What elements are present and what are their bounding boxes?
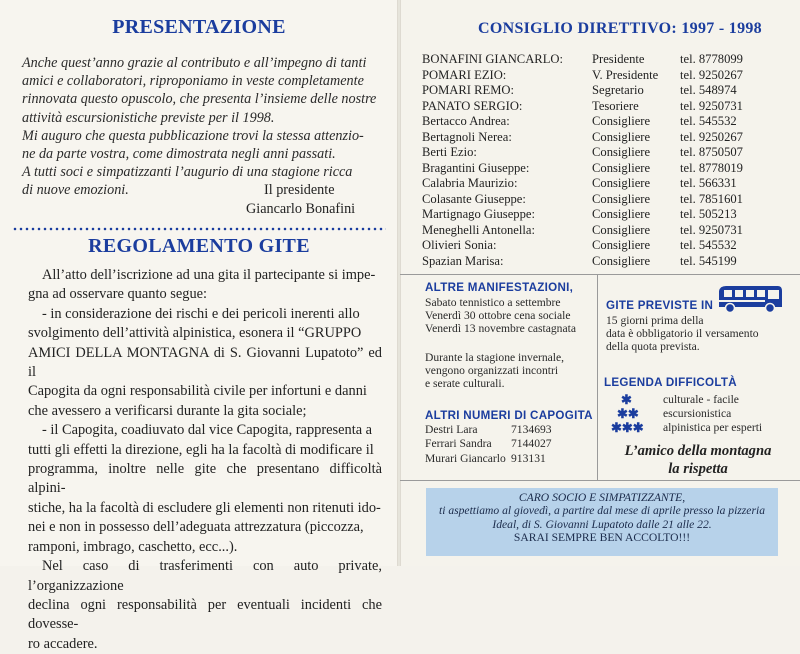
council-row — [422, 176, 782, 192]
event-line: Venerdì 30 ottobre cena sociale — [425, 309, 571, 323]
capogita-number: 913131 — [511, 451, 546, 465]
intro-line: amici e collaboratori, riproponiamo in veste completamente — [22, 73, 364, 90]
member-name: Bertagnoli Nerea: — [422, 129, 512, 144]
rego-line: nei e non in possesso dell’adeguata attrezzatura (piccozza, — [28, 519, 364, 536]
signature — [246, 181, 355, 219]
member-name: Martignago Giuseppe: — [422, 207, 535, 221]
member-tel: tel. 545532 — [680, 238, 737, 252]
member-tel: tel. 7851601 — [680, 191, 743, 206]
difficulty-label: escursionistica — [663, 407, 732, 420]
gite-previste-text — [606, 314, 788, 354]
council-row — [422, 130, 782, 146]
gite-line: 15 giorni prima della — [606, 314, 704, 327]
council-row — [422, 83, 782, 99]
member-name: Bragantini Giuseppe: — [422, 160, 530, 175]
member-name: PANATO SERGIO: — [422, 98, 523, 113]
member-name: Calabria Maurizio: — [422, 176, 518, 190]
member-tel: tel. 545199 — [680, 253, 737, 268]
member-tel: tel. 545532 — [680, 114, 737, 128]
member-role: Consigliere — [592, 160, 651, 175]
rego-line: - in considerazione dei rischi e dei pericoli inerenti allo — [42, 305, 360, 322]
presentazione-text — [22, 54, 380, 200]
member-name: Colasante Giuseppe: — [422, 191, 526, 206]
capogita-number: 7144027 — [511, 437, 552, 451]
page-fold — [397, 0, 401, 566]
council-row — [422, 52, 782, 68]
member-role: Consigliere — [592, 207, 651, 221]
gite-line: data è obbligatorio il versamento — [606, 327, 759, 341]
section-rule-horizontal — [400, 274, 800, 275]
intro-line: di nuove emozioni. — [22, 182, 129, 199]
legenda-row — [611, 393, 791, 407]
council-list — [422, 52, 782, 269]
difficulty-stars: ✱ — [621, 392, 632, 407]
rego-line: AMICI DELLA MONTAGNA di S. Giovanni Lupatoto” ed il — [28, 344, 382, 381]
member-role: Consigliere — [592, 222, 651, 237]
member-role: Consigliere — [592, 191, 651, 206]
winter-line: Durante la stagione invernale, — [425, 351, 565, 364]
event-line: Venerdì 13 novembre castagnata — [425, 322, 576, 336]
signature-name: Giancarlo Bonafini — [246, 201, 356, 217]
member-tel: tel. 8778019 — [680, 160, 743, 175]
dotted-divider — [12, 227, 386, 231]
member-role: Segretario — [592, 83, 644, 97]
member-name: Olivieri Sonia: — [422, 238, 497, 252]
legenda-title: LEGENDA DIFFICOLTÀ — [604, 376, 737, 389]
council-row — [422, 254, 782, 270]
council-row — [422, 207, 782, 223]
rego-line: Capogita da ogni responsabilità civile per infortuni e danni — [28, 383, 367, 400]
member-tel: tel. 9250267 — [680, 129, 743, 144]
capogita-name: Destri Lara — [425, 423, 478, 436]
rego-line: programma, inoltre nelle gite che presentano difficoltà alpini- — [28, 461, 382, 497]
motto — [600, 442, 796, 478]
rego-line: stiche, ha la facoltà di escludere gli elementi non ritenuti ido- — [28, 499, 381, 516]
member-role: Consigliere — [592, 129, 651, 144]
member-role: Consigliere — [592, 114, 651, 128]
section-rule-bottom — [400, 480, 800, 481]
rego-line: ramponi, imbrago, caschetto, ecc...). — [28, 538, 238, 555]
member-role: Consigliere — [592, 253, 651, 268]
member-name: POMARI EZIO: — [422, 67, 507, 82]
member-role: V. Presidente — [592, 67, 659, 82]
presentazione-title: PRESENTAZIONE — [112, 16, 286, 38]
intro-line: attività escursionistiche previste per il 1998. — [22, 109, 275, 126]
council-row — [422, 114, 782, 130]
difficulty-stars: ✱✱✱ — [611, 420, 644, 435]
rego-line: declina ogni responsabilità per eventuali incidenti che dovesse- — [28, 596, 382, 633]
altri-numeri-list — [425, 423, 585, 466]
rego-line: che avessero a verificarsi durante la gita sociale; — [28, 402, 307, 419]
gite-previste-title: GITE PREVISTE IN — [606, 299, 714, 312]
capogita-name: Ferrari Sandra — [425, 437, 492, 451]
council-row — [422, 68, 782, 84]
difficulty-stars: ✱✱ — [617, 406, 639, 421]
member-role: Presidente — [592, 52, 645, 66]
section-rule-vertical — [597, 274, 598, 480]
member-name: POMARI REMO: — [422, 83, 515, 97]
caro-socio-box — [426, 488, 778, 556]
rego-line: All’atto dell’iscrizione ad una gita il partecipante si impe- — [42, 267, 376, 283]
member-name: Berti Ezio: — [422, 145, 477, 159]
gite-line: della quota prevista. — [606, 340, 700, 354]
member-name: Meneghelli Antonella: — [422, 222, 535, 237]
altre-manifestazioni-list — [425, 296, 595, 336]
altre-manifestazioni-title: ALTRE MANIFESTAZIONI, — [425, 281, 574, 294]
intro-line: Mi auguro che questa pubblicazione trovi la stessa attenzio- — [22, 127, 364, 144]
difficulty-label: culturale - facile — [663, 393, 739, 406]
intro-line: rinnovata questo opuscolo, che presenta l’insieme delle nostre — [22, 91, 377, 108]
regolamento-title: REGOLAMENTO GITE — [88, 235, 310, 257]
member-tel: tel. 8778099 — [680, 52, 743, 66]
capogita-number: 7134693 — [511, 423, 552, 436]
member-role: Consigliere — [592, 176, 651, 190]
capogita-row — [425, 437, 585, 451]
capogita-row — [425, 423, 585, 437]
intro-line: A tutti soci e simpatizzanti l’augurio di una stagione ricca — [22, 164, 353, 181]
member-role: Consigliere — [592, 238, 651, 252]
caro-line: CARO SOCIO E SIMPATIZZANTE, — [518, 491, 686, 504]
winter-line: e serate culturali. — [425, 377, 505, 391]
council-row — [422, 161, 782, 177]
member-role: Consigliere — [592, 145, 651, 159]
member-tel: tel. 548974 — [680, 83, 737, 97]
capogita-name: Murari Giancarlo — [425, 451, 506, 465]
member-name: Spazian Marisa: — [422, 253, 504, 268]
member-name: BONAFINI GIANCARLO: — [422, 52, 563, 66]
consiglio-title: CONSIGLIO DIRETTIVO: 1997 - 1998 — [478, 20, 762, 37]
legenda-list — [611, 393, 791, 435]
rego-line: tutti gli effetti la direzione, egli ha la facoltà di modificare il — [28, 441, 374, 458]
member-tel: tel. 9250731 — [680, 222, 743, 237]
council-row — [422, 223, 782, 239]
altri-numeri-title: ALTRI NUMERI DI CAPOGITA — [425, 409, 593, 422]
rego-line: Nel caso di trasferimenti con auto private, l’organizzazione — [28, 558, 382, 594]
event-line: Sabato tennistico a settembre — [425, 296, 561, 309]
bus-icon — [716, 283, 784, 315]
legenda-row — [611, 407, 791, 421]
legenda-row — [611, 421, 791, 435]
winter-line: vengono organizzati incontri — [425, 364, 559, 378]
caro-line: ti aspettiamo al giovedì, a partire dal mese di aprile presso la pizzeria — [438, 504, 765, 518]
council-row — [422, 192, 782, 208]
member-tel: tel. 566331 — [680, 176, 737, 190]
regolamento-text — [28, 266, 382, 654]
member-role: Tesoriere — [592, 98, 639, 113]
difficulty-label: alpinistica per esperti — [663, 421, 763, 434]
signature-role: Il presidente — [264, 182, 335, 198]
rego-line: - il Capogita, coadiuvato dal vice Capogita, rappresenta a — [42, 422, 373, 439]
member-tel: tel. 8750507 — [680, 145, 743, 159]
council-row — [422, 145, 782, 161]
winter-events-text — [425, 351, 590, 391]
caro-closing: SARAI SEMPRE BEN ACCOLTO!!! — [513, 531, 691, 545]
member-tel: tel. 9250731 — [680, 98, 743, 113]
intro-line: Anche quest’anno grazie al contributo e all’impegno di tanti — [22, 55, 367, 71]
council-row — [422, 238, 782, 254]
rego-line: ro accadere. — [28, 635, 98, 652]
capogita-row — [425, 452, 585, 466]
council-row — [422, 99, 782, 115]
intro-line: ne da parte vostra, come dimostrata negli anni passati. — [22, 146, 336, 163]
member-tel: tel. 505213 — [680, 207, 737, 221]
caro-line: Ideal, di S. Giovanni Lupatoto dalle 21 alle 22. — [492, 517, 712, 531]
motto-line: L’amico della montagna — [624, 443, 772, 459]
member-name: Bertacco Andrea: — [422, 114, 510, 128]
motto-line: la rispetta — [668, 461, 728, 477]
member-tel: tel. 9250267 — [680, 67, 743, 82]
rego-line: gna ad osservare quanto segue: — [28, 286, 208, 303]
rego-line: svolgimento dell’attività alpinistica, esonera il “GRUPPO — [28, 325, 362, 342]
